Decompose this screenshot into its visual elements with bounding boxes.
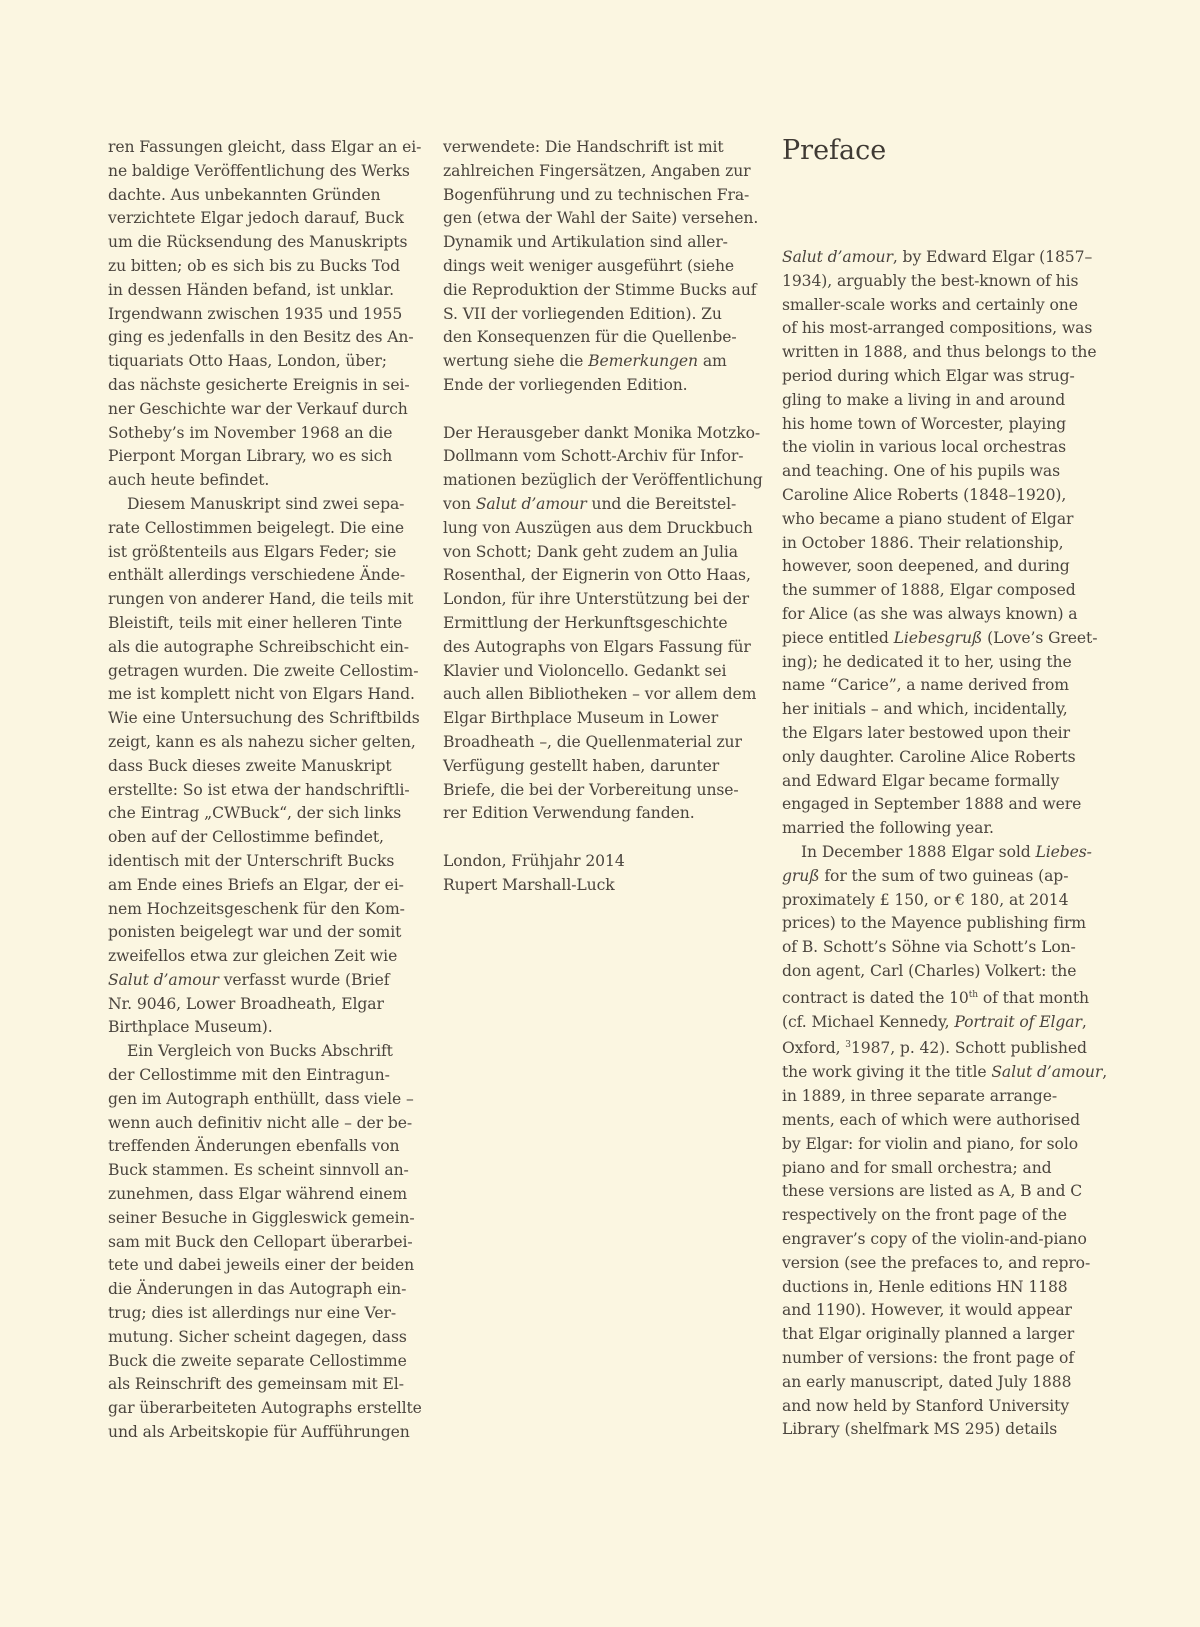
text-line: oben auf der Cellostimme befindet, [108,828,384,847]
text-line: smaller-scale works and certainly one [782,295,1078,314]
text-line: written in 1888, and thus belongs to the [782,343,1097,362]
text-line: of B. Schott’s Söhne via Schott’s Lon- [782,938,1076,957]
text-line: die Reproduktion der Stimme Bucks auf [443,280,757,299]
text-line: des Autographs von Elgars Fassung für [443,637,751,656]
text-line: trug; dies ist allerdings nur eine Ver- [108,1304,397,1323]
text-line: the violin in various local orchestras [782,438,1066,457]
text-line: Bogenführung und zu technischen Fra- [443,185,750,204]
text-line: ging es jedenfalls in den Besitz des An- [108,328,414,347]
text-line: dachte. Aus unbekannten Gründen [108,185,381,204]
place-date: London, Frühjahr 2014 [443,851,625,870]
text-line: (cf. Michael Kennedy, Portrait of Elgar, [782,1012,1087,1031]
text-line: gar überarbeiteten Autographs erstellte [108,1399,422,1418]
text-line: the summer of 1888, Elgar composed [782,581,1076,600]
text-line: Ende der vorliegenden Edition. [443,375,688,394]
text-line: engraver’s copy of the violin-and-piano [782,1230,1087,1249]
text-line: Dollmann vom Schott-Archiv für Infor- [443,447,744,466]
paragraph-gap [443,398,753,422]
text-line: in dessen Händen befand, ist unklar. [108,280,394,299]
text-line: in October 1886. Their relationship, [782,533,1064,552]
text-line: Buck die zweite separate Cellostimme [108,1351,407,1370]
text-line: gruß for the sum of two guineas (ap- [782,866,1069,885]
text-line: Diesem Manuskript sind zwei sepa- [127,494,405,513]
text-line: ponisten beigelegt war und der somit [108,923,402,942]
text-line: Salut d’amour, by Edward Elgar (1857– [782,248,1093,266]
text-line: Oxford, $^3$1987, p. 42). Schott published [782,1039,1087,1058]
text-line: von Salut d’amour und die Bereitstel- [443,494,737,513]
text-line: engaged in September 1888 and were [782,795,1082,814]
text-line: Buck stammen. Es scheint sinnvoll an- [108,1161,409,1180]
text-line: number of versions: the front page of [782,1349,1075,1368]
text-line: rungen von anderer Hand, die teils mit [108,590,414,609]
text-line: of his most-arranged compositions, was [782,319,1093,338]
text-line: rer Edition Verwendung fanden. [443,804,695,823]
text-line: Rosenthal, der Eignerin von Otto Haas, [443,566,751,585]
text-line: das nächste gesicherte Ereignis in sei- [108,375,410,394]
text-line: ist größtenteils aus Elgars Feder; sie [108,542,397,561]
text-line: die Änderungen in das Autograph ein- [108,1280,407,1299]
text-line: and teaching. One of his pupils was [782,462,1060,481]
text-line: als die autographe Schreibschicht ein- [108,637,409,656]
text-line: verzichtete Elgar jedoch darauf, Buck [108,209,404,228]
text-line: Ermittlung der Herkunftsgeschichte [443,613,728,632]
text-line: wenn auch definitiv nicht alle – der be- [108,1113,413,1132]
text-line: auch allen Bibliotheken – vor allem dem [443,685,757,704]
text-line: In December 1888 Elgar sold Liebes- [801,842,1092,861]
text-line: identisch mit der Unterschrift Bucks [108,851,395,870]
text-line: zeigt, kann es als nahezu sicher gelten, [108,732,416,751]
text-line: by Elgar: for violin and piano, for solo [782,1134,1079,1153]
text-line: lung von Auszügen aus dem Druckbuch [443,518,753,537]
column-english-preface [782,135,1108,1442]
text-line: name “Carice”, a name derived from [782,676,1069,695]
text-line: mutung. Sicher scheint dagegen, dass [108,1327,407,1346]
text-line: an early manuscript, dated July 1888 [782,1372,1072,1391]
text-line: zunehmen, dass Elgar während einem [108,1185,408,1204]
text-line: Ein Vergleich von Bucks Abschrift [127,1042,393,1061]
text-line: von Schott; Dank geht zudem an Julia [443,542,738,561]
text-line: Der Herausgeber dankt Monika Motzko- [443,423,761,442]
text-line: seiner Besuche in Giggleswick gemein- [108,1208,415,1227]
text-line: ne baldige Veröffentlichung des Werks [108,161,410,180]
text-line: in 1889, in three separate arrange- [782,1087,1057,1106]
text-line: who became a piano student of Elgar [782,509,1074,528]
text-line: verwendete: Die Handschrift ist mit [443,138,724,156]
text-line: the work giving it the title Salut d’amour, [782,1063,1108,1082]
text-line: version (see the prefaces to, and repro- [782,1253,1091,1272]
text-line: Dynamik und Artikulation sind aller- [443,233,728,252]
text-line: zweifellos etwa zur gleichen Zeit wie [108,947,398,966]
text-line: and 1190). However, it would appear [782,1301,1072,1320]
text-line: Elgar Birthplace Museum in Lower [443,709,719,728]
text-line: Verfügung gestellt haben, darunter [443,756,720,775]
text-line: prices) to the Mayence publishing firm [782,914,1086,933]
text-line: S. VII der vorliegenden Edition). Zu [443,304,722,323]
text-line: getragen wurden. Die zweite Cellostim- [108,661,419,680]
text-line: ren Fassungen gleicht, dass Elgar an ei- [108,138,422,156]
text-line: proximately £ 150, or € 180, at 2014 [782,890,1069,909]
text-line: gen (etwa der Wahl der Saite) versehen. [443,209,759,228]
text-line: enthält allerdings verschiedene Ände- [108,566,406,585]
text-line: London, für ihre Unterstützung bei der [443,590,749,609]
text-line: these versions are listed as A, B and C [782,1182,1083,1201]
text-line: nem Hochzeitsgeschenk für den Kom- [108,899,405,918]
text-line: Library (shelfmark MS 295) details [782,1420,1058,1439]
text-line: zu bitten; ob es sich bis zu Bucks Tod [108,256,400,275]
text-line: Pierpont Morgan Library, wo es sich [108,447,393,466]
text-line: her initials – and which, incidentally, [782,700,1068,719]
text-line: Birthplace Museum). [108,1018,273,1037]
text-line: und als Arbeitskopie für Aufführungen [108,1423,410,1442]
text-line: zahlreichen Fingersätzen, Angaben zur [443,161,751,180]
text-line: gling to make a living in and around [782,390,1066,409]
text-line: and Edward Elgar became formally [782,771,1060,790]
text-line: respectively on the front page of the [782,1206,1067,1225]
column-german-left [108,136,422,1445]
text-line: ing); he dedicated it to her, using the [782,652,1072,671]
text-line: piece entitled Liebesgruß (Love’s Greet- [782,628,1098,647]
text-line: however, soon deepened, and during [782,557,1070,576]
text-line: piano and for small orchestra; and [782,1158,1052,1177]
text-line: Klavier und Violoncello. Gedankt sei [443,661,727,680]
text-line: period during which Elgar was strug- [782,366,1075,385]
text-line: als Reinschrift des gemeinsam mit El- [108,1375,404,1394]
text-line: Caroline Alice Roberts (1848–1920), [782,485,1067,504]
text-line: Wie eine Untersuchung des Schriftbilds [108,709,420,728]
text-line: Briefe, die bei der Vorbereitung unse- [443,780,739,799]
text-line: for Alice (as she was always known) a [782,604,1078,623]
text-line: rate Cellostimmen beigelegt. Die eine [108,518,405,537]
text-line: der Cellostimme mit den Eintragun- [108,1066,390,1085]
text-line: Sotheby’s im November 1968 an die [108,423,393,442]
text-line: that Elgar originally planned a larger [782,1325,1075,1344]
author-name: Rupert Marshall-Luck [443,875,615,894]
text-line: ner Geschichte war der Verkauf durch [108,399,408,418]
text-line: tete und dabei jeweils einer der beiden [108,1256,415,1275]
text-line: contract is dated the 10th of that month [782,988,1089,1007]
text-line: don agent, Carl (Charles) Volkert: the [782,961,1077,980]
paragraph-gap [443,826,753,850]
text-line: gen im Autograph enthüllt, dass viele – [108,1089,414,1108]
text-line: Broadheath –, die Quellenmaterial zur [443,732,742,751]
text-line: mationen bezüglich der Veröffentlichung [443,471,763,490]
text-line: dass Buck dieses zweite Manuskript [108,756,392,775]
text-line: tiquariats Otto Haas, London, über; [108,352,387,371]
text-line: the Elgars later bestowed upon their [782,723,1070,742]
text-line: auch heute befindet. [108,471,270,490]
text-line: che Eintrag „CWBuck“, der sich links [108,804,402,823]
text-line: married the following year. [782,819,994,838]
text-line: me ist komplett nicht von Elgars Hand. [108,685,415,704]
text-line: Bleistift, teils mit einer helleren Tinte [108,613,403,632]
text-line: Salut d’amour verfasst wurde (Brief [108,970,390,989]
text-line: treffenden Änderungen ebenfalls von [108,1137,400,1156]
text-line: Irgendwann zwischen 1935 und 1955 [108,304,403,323]
text-line: his home town of Worcester, playing [782,414,1067,433]
text-line: sam mit Buck den Cellopart überarbei- [108,1232,413,1251]
text-line: um die Rücksendung des Manuskripts [108,233,408,252]
text-line: wertung siehe die Bemerkungen am [443,352,727,371]
text-line: am Ende eines Briefs an Elgar, der ei- [108,875,404,894]
text-line: ments, each of which were authorised [782,1111,1081,1130]
text-line: Nr. 9046, Lower Broadheath, Elgar [108,994,384,1013]
text-line: ductions in, Henle editions HN 1188 [782,1277,1068,1296]
text-line: den Konsequenzen für die Quellenbe- [443,328,737,347]
text-line: only daughter. Caroline Alice Roberts [782,747,1076,766]
text-line: 1934), arguably the best-known of his [782,271,1079,290]
column-german-middle [443,136,763,898]
text-line: and now held by Stanford University [782,1396,1070,1415]
text-line: erstellte: So ist etwa der handschriftli- [108,780,410,799]
preface-heading: Preface [782,135,887,166]
text-line: dings weit weniger ausgeführt (siehe [443,256,735,275]
